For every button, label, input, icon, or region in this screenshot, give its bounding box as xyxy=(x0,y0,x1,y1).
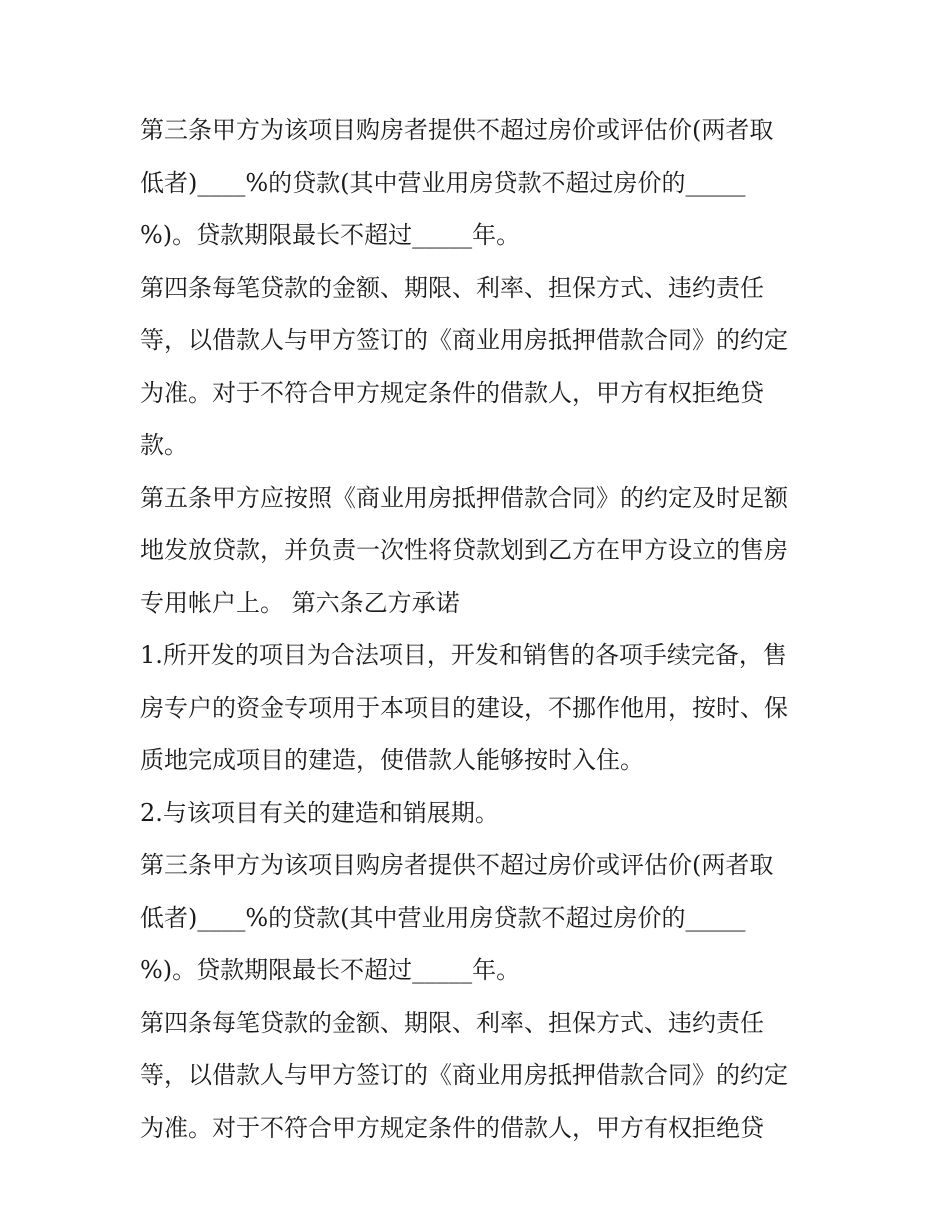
text-line: 1.所开发的项目为合法项目，开发和销售的各项手续完备，售 xyxy=(140,641,787,669)
text-line: 为准。对于不符合甲方规定条件的借款人，甲方有权拒绝贷 xyxy=(140,1113,764,1142)
text-line: 第四条每笔贷款的金额、期限、利率、担保方式、违约责任 xyxy=(140,273,764,302)
text-line: 低者)____%的贷款(其中营业用房贷款不超过房价的_____ xyxy=(140,903,746,932)
text-line: 低者)____%的贷款(其中营业用房贷款不超过房价的_____ xyxy=(140,168,746,197)
text-line: %)。贷款期限最长不超过_____年。 xyxy=(140,221,521,249)
text-line: 质地完成项目的建造，使借款人能够按时入住。 xyxy=(140,746,644,774)
document-body xyxy=(140,104,830,1154)
text-line: 第三条甲方为该项目购房者提供不超过房价或评估价(两者取 xyxy=(140,851,774,879)
text-line: 专用帐户上。 第六条乙方承诺 xyxy=(140,588,460,617)
text-line: %)。贷款期限最长不超过_____年。 xyxy=(140,956,521,984)
text-line: 等，以借款人与甲方签订的《商业用房抵押借款合同》的约定 xyxy=(140,1061,788,1089)
text-line: 第四条每笔贷款的金额、期限、利率、担保方式、违约责任 xyxy=(140,1008,764,1037)
text-line: 等，以借款人与甲方签订的《商业用房抵押借款合同》的约定 xyxy=(140,326,788,354)
text-line: 第三条甲方为该项目购房者提供不超过房价或评估价(两者取 xyxy=(140,116,774,144)
text-line: 为准。对于不符合甲方规定条件的借款人，甲方有权拒绝贷 xyxy=(140,378,764,407)
text-line: 房专户的资金专项用于本项目的建设，不挪作他用，按时、保 xyxy=(140,693,788,722)
text-line: 第五条甲方应按照《商业用房抵押借款合同》的约定及时足额 xyxy=(140,483,788,512)
text-line: 2.与该项目有关的建造和销展期。 xyxy=(140,798,499,827)
text-line: 地发放贷款，并负责一次性将贷款划到乙方在甲方设立的售房 xyxy=(140,536,788,564)
text-line: 款。 xyxy=(140,431,188,459)
